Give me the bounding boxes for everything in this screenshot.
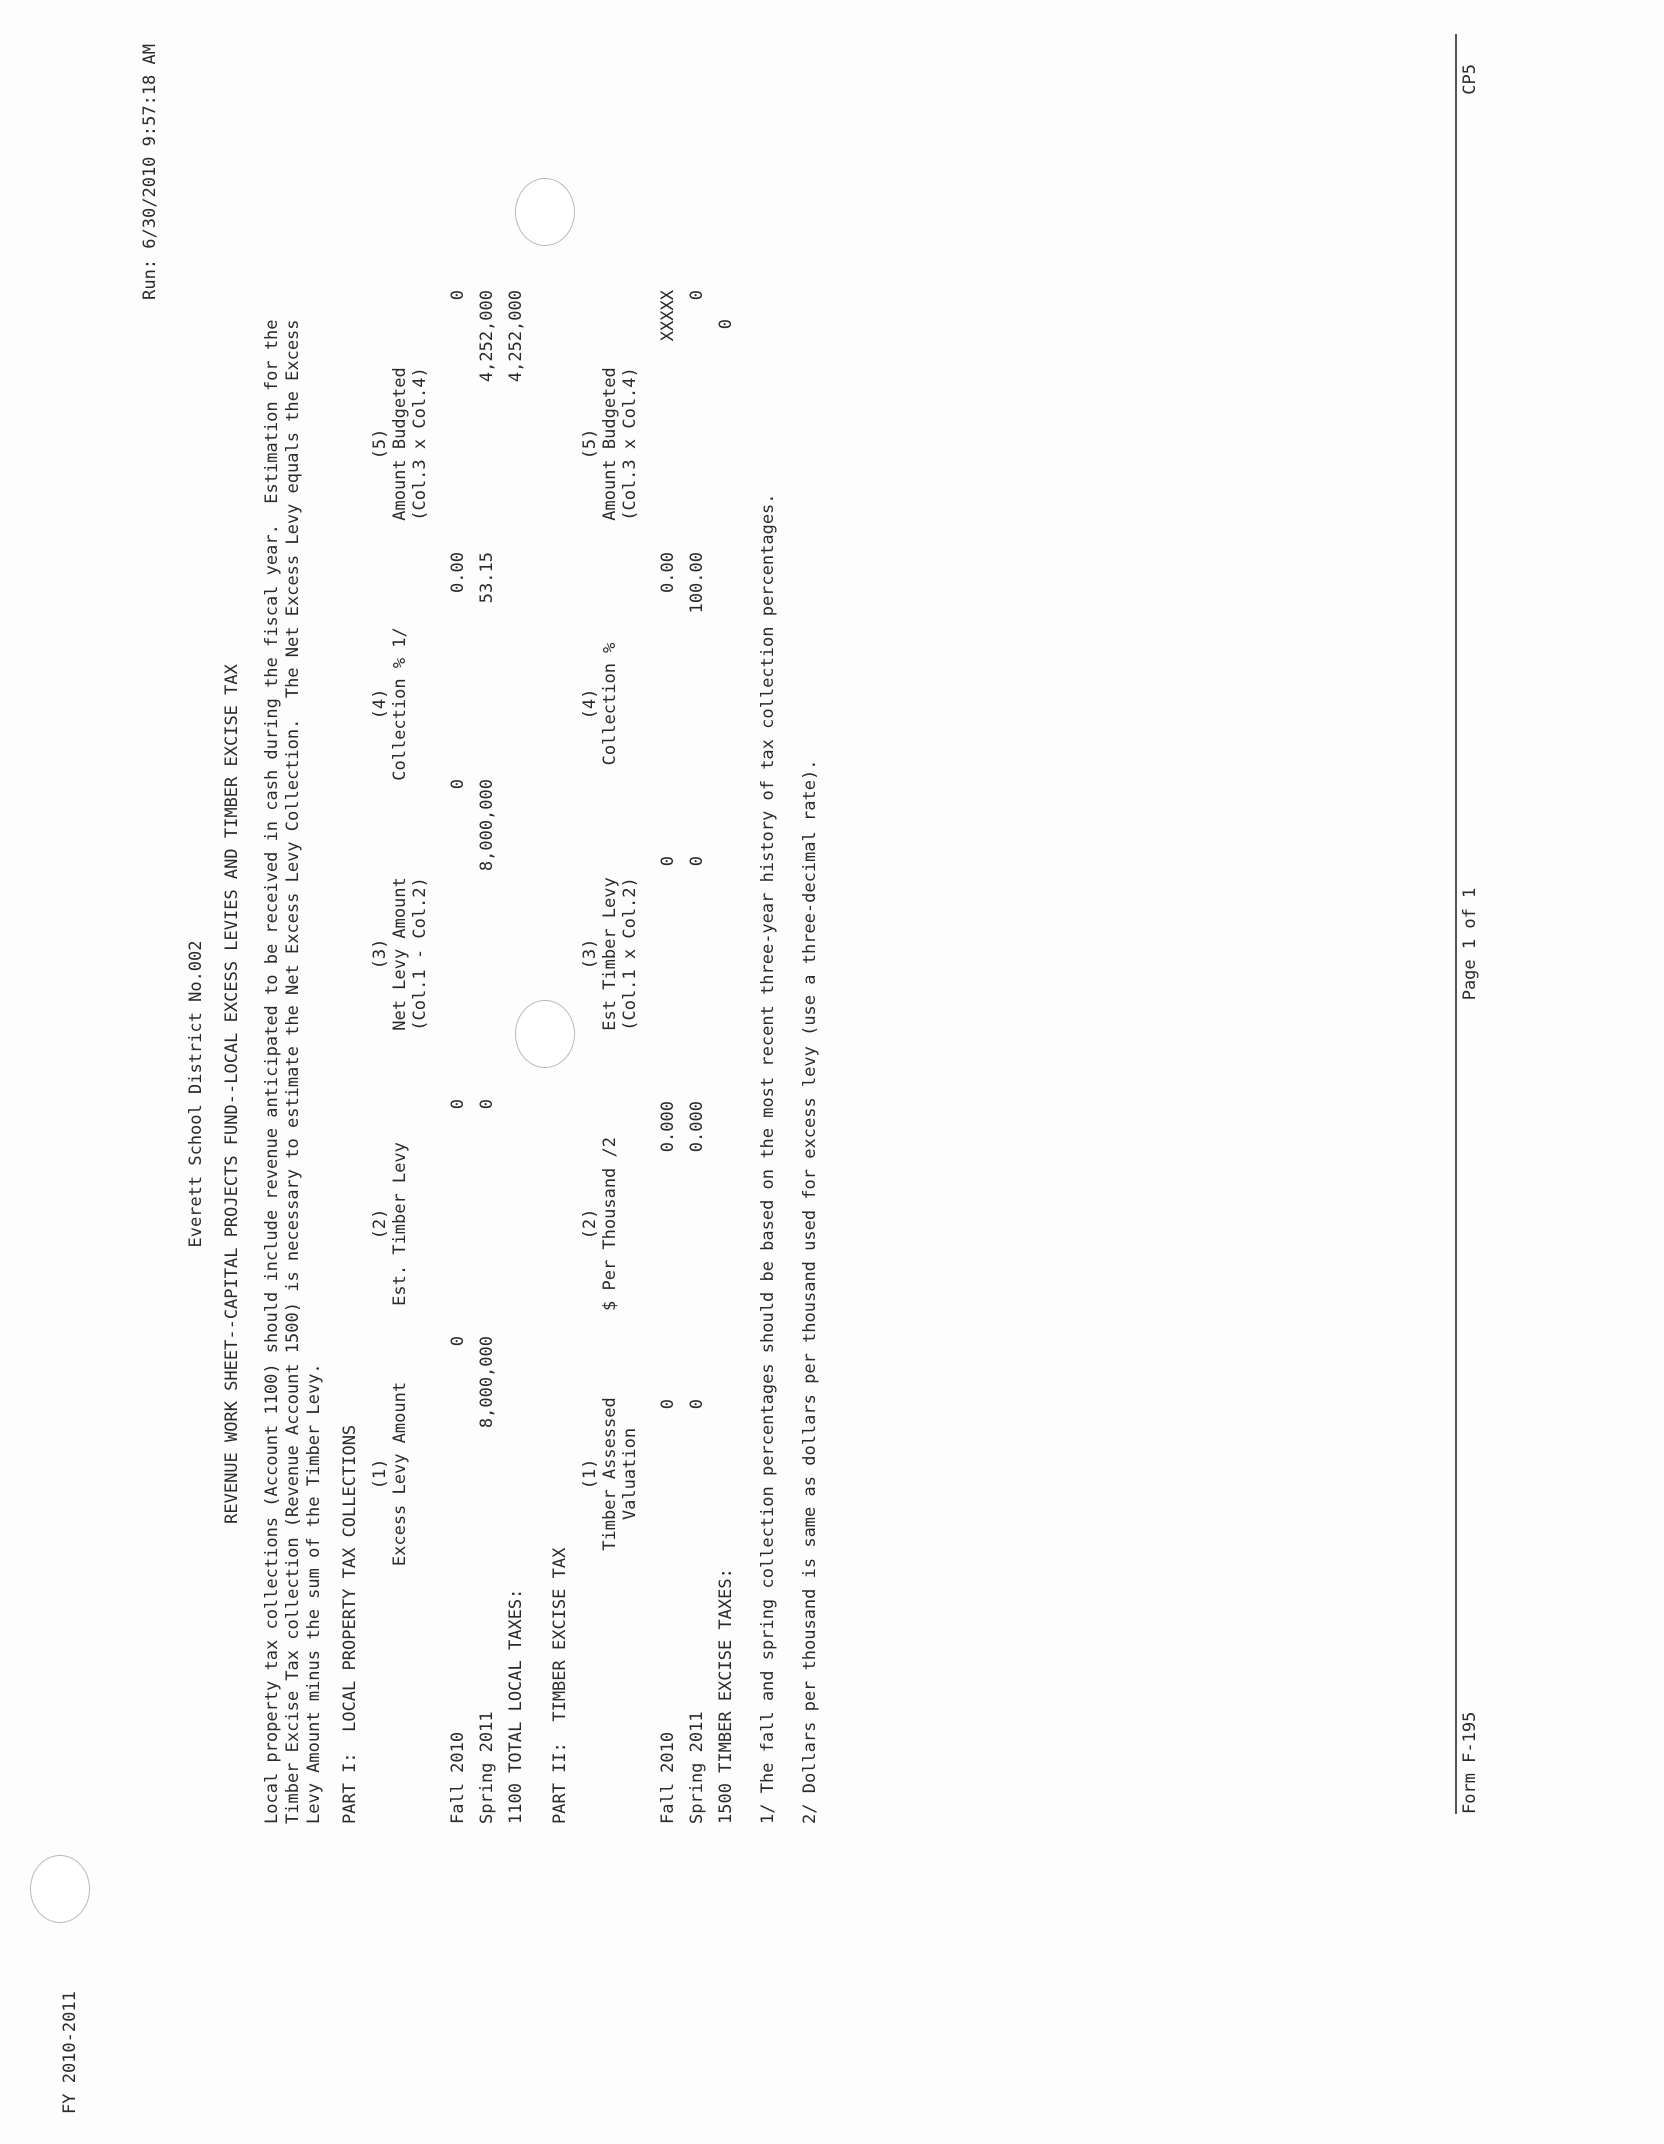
part1-col4-head: Collection % 1/ [390, 627, 410, 781]
part1-col5-formula: (Col.3 x Col.4) [410, 367, 430, 521]
part2-row1-c1: 0 [658, 1399, 678, 1410]
footer-rule [1455, 34, 1457, 1814]
part1-row2-c1: 8,000,000 [477, 1336, 497, 1429]
report-title: REVENUE WORK SHEET--CAPITAL PROJECTS FUND--LOCAL EXCESS LEVIES AND TIMBER EXCISE TAX [222, 664, 242, 1524]
part1-col5-num: (5) [370, 428, 390, 460]
part1-row1-c1: 0 [448, 1336, 468, 1347]
part2-row2-c2: 0.000 [687, 1101, 707, 1153]
intro-line-1: Local property tax collections (Account 1100) should include revenue anticipated to be received in cash during the fiscal year. Estimation for the [262, 319, 282, 1824]
part2-row1-c2: 0.000 [658, 1101, 678, 1153]
part2-row1-label: Fall 2010 [658, 1731, 678, 1824]
part1-col3-num: (3) [370, 938, 390, 970]
part2-col3-head: Est Timber Levy [600, 877, 620, 1031]
part1-col4-num: (4) [370, 688, 390, 720]
part2-col1-head: Timber Assessed [600, 1397, 620, 1551]
part2-total-c5: 0 [716, 319, 736, 330]
part1-col1-num: (1) [370, 1458, 390, 1490]
part2-total-label: 1500 TIMBER EXCISE TAXES: [716, 1568, 736, 1824]
part1-col1-head: Excess Levy Amount [390, 1381, 410, 1567]
run-timestamp: Run: 6/30/2010 9:57:18 AM [140, 44, 160, 300]
part1-col3-formula: (Col.1 - Col.2) [410, 877, 430, 1031]
part2-heading: PART II: TIMBER EXCISE TAX [550, 1547, 570, 1824]
part2-row2-c4: 100.00 [687, 552, 707, 614]
part1-row1-c3: 0 [448, 779, 468, 790]
footnote-2: 2/ Dollars per thousand is same as dollars per thousand used for excess levy (use a three-decimal rate). [800, 759, 820, 1824]
part1-col3-head: Net Levy Amount [390, 877, 410, 1031]
part2-row2-label: Spring 2011 [687, 1711, 707, 1824]
part1-row1-label: Fall 2010 [448, 1731, 468, 1824]
fiscal-year: FY 2010-2011 [60, 1991, 80, 2114]
part2-row1-c3: 0 [658, 856, 678, 867]
part1-row2-label: Spring 2011 [477, 1711, 497, 1824]
part1-row2-c5: 4,252,000 [477, 290, 497, 383]
part2-col1-head2: Valuation [620, 1427, 640, 1521]
part1-row2-c3: 8,000,000 [477, 779, 497, 872]
part2-row1-c4: 0.00 [658, 552, 678, 593]
part2-row2-c1: 0 [687, 1399, 707, 1410]
part2-col3-num: (3) [580, 938, 600, 970]
part2-col2-num: (2) [580, 1208, 600, 1240]
intro-line-2: Timber Excise Tax collection (Revenue Account 1500) is necessary to estimate the Net Excess Levy Collection. The Net Excess Levy equals the Excess [283, 319, 303, 1824]
form-code: CP5 [1460, 64, 1480, 95]
part1-heading: PART I: LOCAL PROPERTY TAX COLLECTIONS [340, 1424, 360, 1824]
part2-col2-head: $ Per Thousand /2 [600, 1137, 620, 1311]
footnote-1: 1/ The fall and spring collection percentages should be based on the most recent three-year history of tax collection percentages. [758, 493, 778, 1824]
part2-col4-num: (4) [580, 688, 600, 720]
part2-col3-formula: (Col.1 x Col.2) [620, 877, 640, 1031]
part2-row1-c5: XXXXX [658, 290, 678, 342]
page-number: Page 1 of 1 [1460, 887, 1480, 1001]
part1-row2-c2: 0 [477, 1099, 497, 1110]
part2-row2-c3: 0 [687, 856, 707, 867]
part1-total-c5: 4,252,000 [506, 290, 526, 383]
part1-total-label: 1100 TOTAL LOCAL TAXES: [506, 1588, 526, 1824]
part2-col5-head: Amount Budgeted [600, 367, 620, 521]
part1-row1-c2: 0 [448, 1099, 468, 1110]
part2-col5-formula: (Col.3 x Col.4) [620, 367, 640, 521]
part1-col2-num: (2) [370, 1208, 390, 1240]
part2-row2-c5: 0 [687, 290, 707, 301]
part2-col4-head: Collection % [600, 642, 620, 766]
part1-row1-c4: 0.00 [448, 552, 468, 593]
part1-row1-c5: 0 [448, 290, 468, 301]
intro-line-3: Levy Amount minus the sum of the Timber Levy. [304, 1363, 324, 1824]
part2-col1-num: (1) [580, 1458, 600, 1490]
part2-col5-num: (5) [580, 428, 600, 460]
part1-col2-head: Est. Timber Levy [390, 1142, 410, 1306]
part1-col5-head: Amount Budgeted [390, 367, 410, 521]
form-number: Form F-195 [1460, 1711, 1480, 1814]
part1-row2-c4: 53.15 [477, 552, 497, 604]
district-name: Everett School District No.002 [186, 940, 206, 1248]
